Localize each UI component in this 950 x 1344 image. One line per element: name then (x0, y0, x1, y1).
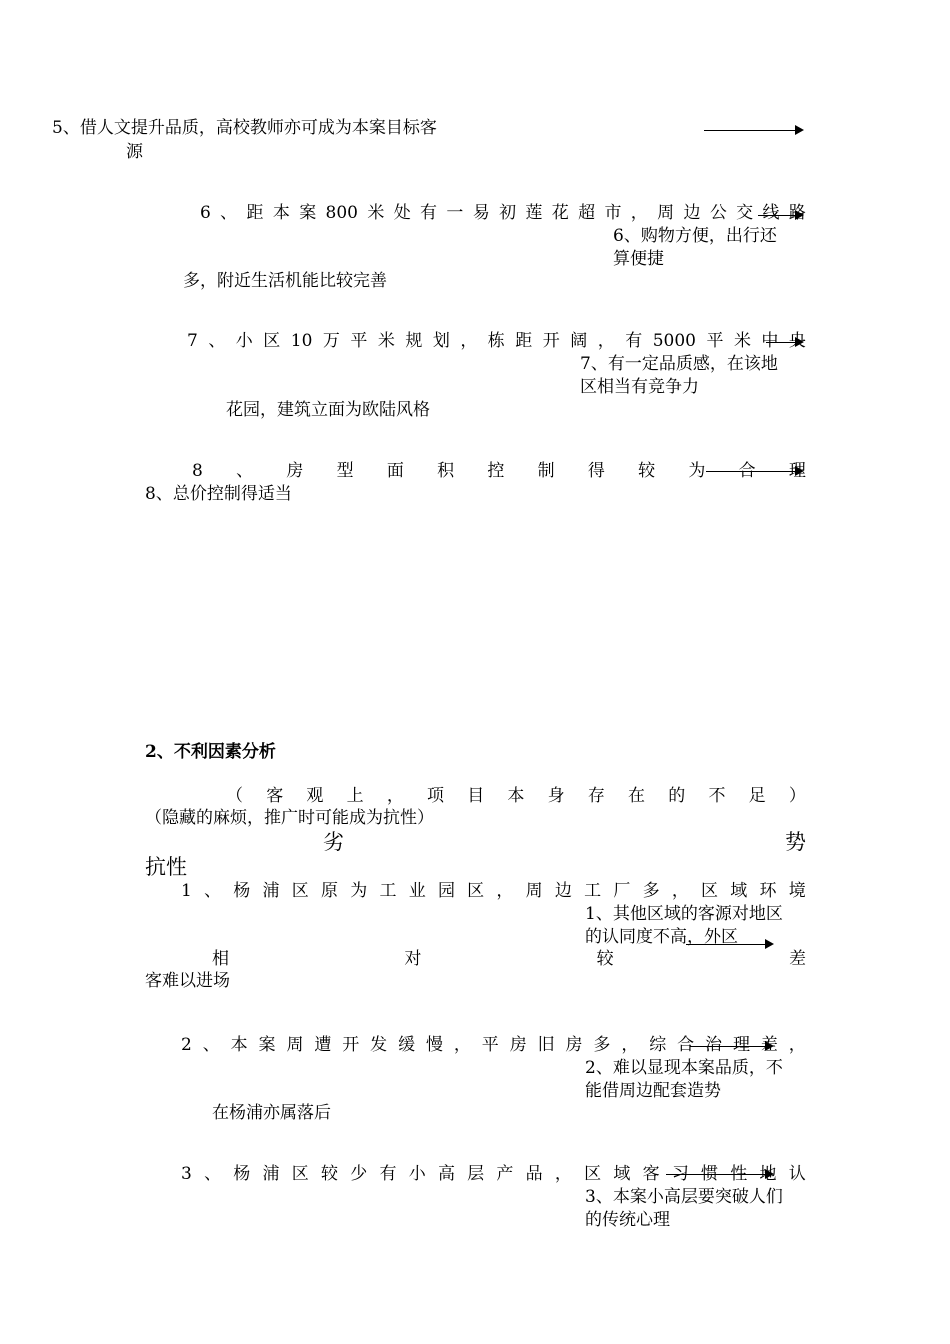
char: 处 (393, 203, 411, 223)
char: 线 (762, 203, 780, 223)
char: 本 (507, 786, 525, 806)
char: 莲 (525, 203, 543, 223)
char: 高 (437, 1164, 455, 1184)
char: 客 (266, 786, 284, 806)
char: 5000 (652, 331, 696, 351)
char: 遭 (314, 1035, 332, 1055)
char: 园 (437, 881, 455, 901)
header-trend: 势 (785, 830, 806, 854)
advantage-7-left-cont: 花园，建筑立面为欧陆风格 (226, 400, 430, 420)
char: 开 (542, 331, 560, 351)
disadvantage-1-right-1: 1、其他区域的客源对地区 (585, 904, 783, 924)
arrow-icon (666, 1174, 772, 1175)
char: 1 (181, 881, 192, 901)
advantage-6-left-cont: 多，附近生活机能比较完善 (183, 271, 387, 291)
disadvantage-2-left (181, 1034, 806, 1056)
char: 案 (258, 1035, 276, 1055)
char: 房 (565, 1035, 583, 1055)
char: 较 (321, 1164, 338, 1184)
char: 区 (291, 1164, 309, 1184)
char: 缓 (398, 1035, 416, 1055)
char: 、 (208, 331, 226, 351)
char: 制 (537, 461, 555, 481)
char: 地 (759, 1164, 777, 1184)
char: 边 (554, 881, 572, 901)
char: 平 (706, 331, 724, 351)
char: 划 (432, 331, 450, 351)
char: 厂 (613, 881, 631, 901)
char: 周 (525, 881, 543, 901)
char: 花 (551, 203, 569, 223)
disadvantage-3-right-1: 3、本案小高层要突破人们 (585, 1187, 783, 1207)
advantage-6-right-1: 6、购物方便，出行还 (613, 226, 777, 246)
arrow-icon (686, 944, 772, 945)
char: 区 (291, 881, 309, 901)
disadvantage-1-left (181, 880, 806, 902)
char: 目 (467, 786, 485, 806)
section-2-title: 2、不利因素分析 (145, 742, 276, 762)
char: 品 (525, 1164, 543, 1184)
char: 3 (181, 1164, 192, 1184)
char: 工 (379, 881, 397, 901)
char: 房 (509, 1035, 527, 1055)
char: ， (788, 1035, 806, 1055)
char: 房 (286, 461, 304, 481)
char: 域 (613, 1164, 631, 1184)
char: 央 (788, 331, 806, 351)
char: 路 (788, 203, 806, 223)
char: 区 (263, 331, 281, 351)
char: 市 (604, 203, 622, 223)
char: 域 (730, 881, 748, 901)
disadvantage-2-right-2: 能借周边配套造势 (585, 1081, 721, 1101)
char: 、 (220, 203, 238, 223)
char: 杨 (233, 881, 251, 901)
char: ， (554, 1164, 572, 1184)
char: 足 (748, 786, 766, 806)
char: 6 (200, 203, 211, 223)
char: 案 (299, 203, 317, 223)
char: 旧 (537, 1035, 555, 1055)
char: 较 (638, 461, 656, 481)
advantage-5-text-cont: 源 (126, 142, 143, 162)
char: ， (597, 331, 615, 351)
char: 公 (709, 203, 727, 223)
disadvantage-1-right-2: 的认同度不高，外区 (585, 927, 738, 947)
char: 存 (587, 786, 605, 806)
char: 得 (587, 461, 605, 481)
char: 在 (628, 786, 646, 806)
disadvantage-1-cont-end: 客难以进场 (145, 971, 230, 991)
char: 观 (306, 786, 324, 806)
char: 习 (671, 1164, 689, 1184)
char: 区 (467, 881, 485, 901)
char: 、 (204, 881, 222, 901)
arrow-icon (758, 215, 802, 216)
advantage-6-right-2: 算便捷 (613, 249, 664, 269)
char: 交 (736, 203, 754, 223)
char: 平 (350, 331, 368, 351)
char: 较 (596, 949, 614, 969)
char: 2 (181, 1035, 192, 1055)
char: 多 (593, 1035, 611, 1055)
disadvantage-2-right-1: 2、难以显现本案品质，不 (585, 1058, 783, 1078)
char: 的 (668, 786, 686, 806)
char: ， (630, 203, 648, 223)
arrow-icon (704, 130, 802, 131)
arrow-icon (690, 1046, 772, 1047)
char: 不 (708, 786, 726, 806)
char: 中 (761, 331, 779, 351)
char: 周 (657, 203, 675, 223)
char: 控 (487, 461, 505, 481)
char: 理 (788, 461, 806, 481)
advantage-7-right-2: 区相当有竞争力 (580, 377, 699, 397)
disadvantage-1-cont (212, 948, 806, 970)
char: 800 (325, 203, 358, 223)
char: 相 (212, 949, 229, 969)
arrow-icon (766, 342, 802, 343)
char: 多 (642, 881, 660, 901)
char: 原 (321, 881, 338, 901)
char: 8 (192, 461, 203, 481)
char: （ (226, 786, 243, 806)
char: 规 (405, 331, 423, 351)
char: ， (621, 1035, 639, 1055)
char: 米 (377, 331, 395, 351)
char: 有 (379, 1164, 397, 1184)
char: 阔 (570, 331, 588, 351)
char: 环 (759, 881, 777, 901)
char: 浦 (262, 1164, 280, 1184)
char: 小 (235, 331, 253, 351)
char: 工 (584, 881, 602, 901)
char: 、 (202, 1035, 220, 1055)
char: 本 (230, 1035, 248, 1055)
char: ） (788, 786, 806, 806)
char: 层 (467, 1164, 485, 1184)
char: 治 (705, 1035, 723, 1055)
char: 7 (187, 331, 198, 351)
char: 性 (730, 1164, 748, 1184)
char: 浦 (262, 881, 280, 901)
char: 综 (649, 1035, 667, 1055)
header-disadvantage: 劣 (323, 830, 344, 854)
disadvantage-2-left-cont: 在杨浦亦属落后 (212, 1103, 331, 1123)
char: 、 (204, 1164, 222, 1184)
char: 身 (547, 786, 565, 806)
char: 米 (367, 203, 385, 223)
char: 发 (370, 1035, 388, 1055)
char: 产 (496, 1164, 514, 1184)
char: 周 (286, 1035, 304, 1055)
char: 距 (515, 331, 533, 351)
char: 平 (481, 1035, 499, 1055)
advantage-6-left (200, 202, 806, 224)
char: 差 (788, 949, 806, 969)
char: 栋 (487, 331, 505, 351)
char: 惯 (701, 1164, 719, 1184)
char: 小 (408, 1164, 426, 1184)
char: 为 (688, 461, 706, 481)
advantage-7-right-1: 7、有一定品质感，在该地 (580, 354, 778, 374)
char: 项 (427, 786, 445, 806)
char: 一 (446, 203, 464, 223)
char: 少 (350, 1164, 368, 1184)
char: ， (496, 881, 514, 901)
char: ， (460, 331, 478, 351)
char: 距 (246, 203, 264, 223)
char: 易 (472, 203, 490, 223)
char: 10 (290, 331, 313, 351)
char: 初 (499, 203, 517, 223)
char: 积 (437, 461, 455, 481)
char: 慢 (425, 1035, 443, 1055)
disadvantage-3-right-2: 的传统心理 (585, 1210, 670, 1230)
arrow-icon (706, 471, 802, 472)
char: 对 (404, 949, 422, 969)
char: ， (671, 881, 689, 901)
char: 型 (336, 461, 354, 481)
char: 理 (732, 1035, 750, 1055)
char: 米 (733, 331, 751, 351)
char: 合 (677, 1035, 695, 1055)
char: 为 (350, 881, 368, 901)
char: ， (453, 1035, 471, 1055)
char: 开 (342, 1035, 360, 1055)
char: 区 (584, 1164, 602, 1184)
char: 合 (738, 461, 756, 481)
char: 、 (236, 461, 254, 481)
char: 区 (701, 881, 719, 901)
section-2-subtitle-right: （隐藏的麻烦，推广时可能成为抗性） (145, 808, 434, 828)
char: 差 (760, 1035, 778, 1055)
char: 上 (346, 786, 364, 806)
char: 万 (322, 331, 340, 351)
section-2-subtitle (226, 785, 806, 807)
char: 面 (386, 461, 404, 481)
char: 有 (625, 331, 643, 351)
char: 认 (788, 1164, 806, 1184)
char: 杨 (233, 1164, 251, 1184)
header-resistance: 抗性 (145, 855, 187, 879)
char: ， (386, 786, 404, 806)
char: 境 (788, 881, 806, 901)
advantage-8-right: 8、总价控制得适当 (145, 484, 292, 504)
advantage-7-left (187, 330, 806, 352)
char: 本 (272, 203, 290, 223)
advantage-5-text: 5、借人文提升品质，高校教师亦可成为本案目标客 (52, 118, 437, 138)
char: 超 (578, 203, 596, 223)
char: 边 (683, 203, 701, 223)
char: 有 (420, 203, 438, 223)
char: 业 (408, 881, 426, 901)
char: 客 (642, 1164, 660, 1184)
